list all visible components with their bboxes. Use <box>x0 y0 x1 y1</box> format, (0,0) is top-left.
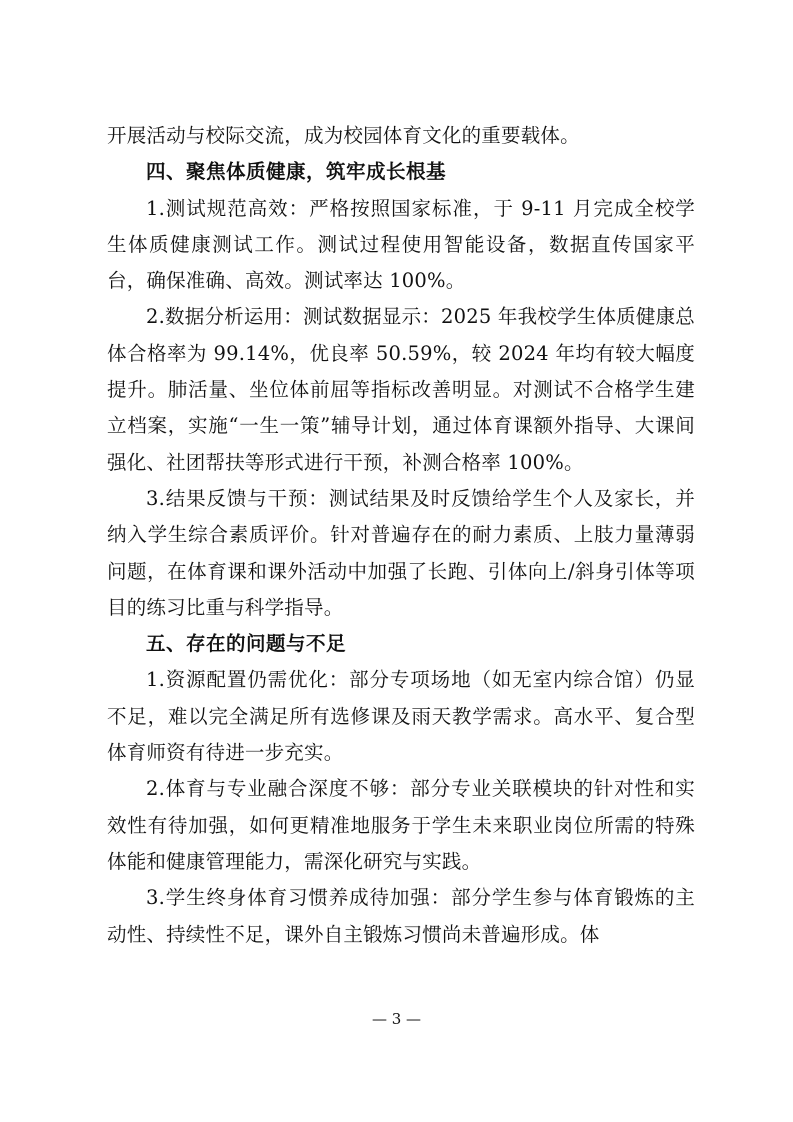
document-body <box>107 118 695 953</box>
section-heading-4: 四、聚焦体质健康，筑牢成长根基 <box>146 160 447 184</box>
paragraph-continuation: 开展活动与校际交流，成为校园体育文化的重要载体。 <box>107 124 580 147</box>
paragraph-test-standard: 1.测试规范高效：严格按照国家标准，于 9-11 月完成全校学生体质健康测试工作。测试过程使用智能设备，数据直传国家平台，确保准确、高效。测试率达 100%。 <box>107 196 695 293</box>
paragraph-resource-allocation: 1.资源配置仍需优化：部分专项场地（如无室内综合馆）仍显不足，难以完全满足所有选修课及雨天教学需求。高水平、复合型体育师资有待进一步充实。 <box>107 668 695 765</box>
section-heading-5: 五、存在的问题与不足 <box>146 632 347 656</box>
paragraph-integration-depth: 2.体育与专业融合深度不够：部分专业关联模块的针对性和实效性有待加强，如何更精准地服务于学生未来职业岗位所需的特殊体能和健康管理能力，需深化研究与实践。 <box>107 777 695 873</box>
paragraph-data-analysis: 2.数据分析运用：测试数据显示：2025 年我校学生体质健康总体合格率为 99.14%，优良率 50.59%，较 2024 年均有较大幅度提升。肺活量、坐位体前屈等指标改善明显。对测试不合格学生建立档案，实施“一生一策”辅导计划，通过体育课额外指导、大课间强化、社团帮扶等形式进行干预，补测合格率 100%。 <box>107 305 695 474</box>
page-number: — 3 — <box>371 1010 422 1028</box>
paragraph-lifelong-habits: 3.学生终身体育习惯养成待加强：部分学生参与体育锻炼的主动性、持续性不足，课外自主锻炼习惯尚未普遍形成。体 <box>107 886 695 946</box>
paragraph-feedback-intervention: 3.结果反馈与干预：测试结果及时反馈给学生个人及家长，并纳入学生综合素质评价。针对普遍存在的耐力素质、上肢力量薄弱问题，在体育课和课外活动中加强了长跑、引体向上/斜身引体等项目的练习比重与科学指导。 <box>107 486 695 619</box>
